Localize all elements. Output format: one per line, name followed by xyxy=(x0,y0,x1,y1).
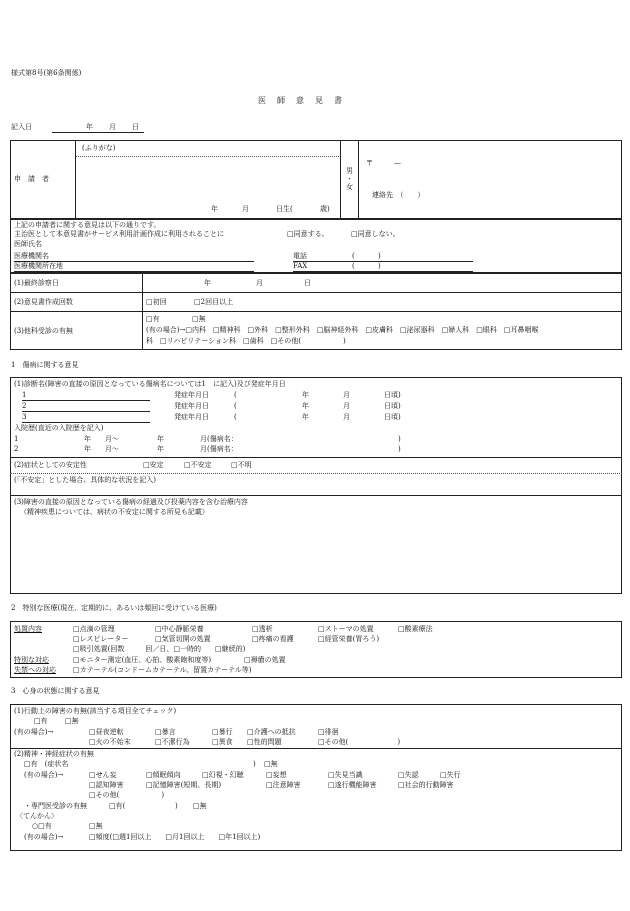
memory-checkbox[interactable]: □記憶障害(短期、長期) xyxy=(146,781,222,789)
hosp-num-2: 2 xyxy=(14,445,19,453)
bedsore-checkbox[interactable]: □褥瘡の処置 xyxy=(244,656,286,664)
mental-close-paren: ) xyxy=(253,760,256,768)
opinion-line2: 主治医として本意見書がサービス利用計画作成に利用されることに xyxy=(14,230,224,238)
incontinence-label: 失禁への対応 xyxy=(14,666,56,674)
sexual-checkbox[interactable]: □性的問題 xyxy=(247,738,282,746)
diag-num-2: 2 xyxy=(22,402,27,410)
hosp-to-month-1: 月(傷病名： xyxy=(200,435,238,443)
unclean-checkbox[interactable]: □不潔行為 xyxy=(155,738,190,746)
pica-checkbox[interactable]: □異食 xyxy=(212,738,233,746)
unstable-checkbox[interactable]: □不安定 xyxy=(184,461,212,469)
fax-paren-close: ) xyxy=(378,262,381,270)
first-checkbox[interactable]: □初回 xyxy=(146,298,167,306)
birth-day: 日生( xyxy=(276,205,293,213)
onset-month-1: 月 xyxy=(343,391,350,399)
specialist-label: ・専門医受診の有無 xyxy=(24,802,87,810)
abusive-checkbox[interactable]: □暴言 xyxy=(155,728,176,736)
dept-list-1: (有の場合)→□内科 □精神科 □外科 □整形外科 □脳神経外科 □皮膚科 □泌尿器科 □婦人科 □眼科 □耳鼻咽喉 xyxy=(146,326,539,334)
catheter-checkbox[interactable]: □カテーテル(コンドームカテーテル、留置カテーテル等) xyxy=(73,666,252,674)
agnosia-checkbox[interactable]: □失認 xyxy=(398,771,419,779)
last-exam-day: 日 xyxy=(304,279,311,287)
phone-paren-close: ) xyxy=(378,252,381,260)
delusion-checkbox[interactable]: □妄想 xyxy=(266,771,287,779)
hosp-to-month-2: 月(傷病名： xyxy=(200,445,238,453)
violence-checkbox[interactable]: □暴行 xyxy=(212,728,233,736)
behavior-label: (1)行動上の障害の有無(該当する項目全てチェック) xyxy=(14,707,177,715)
age-label: 歳) xyxy=(320,205,330,213)
hosp-to-year-2: 年 xyxy=(157,445,164,453)
specialist-close-paren: ) xyxy=(175,802,178,810)
dept-yes-checkbox[interactable]: □有 xyxy=(146,315,160,323)
onset-day-3: 日頃) xyxy=(384,413,401,421)
hosp-to-year-1: 年 xyxy=(157,435,164,443)
cognitive-checkbox[interactable]: □認知障害 xyxy=(89,781,124,789)
contact-label: 連絡先 （ ） xyxy=(372,191,425,199)
day-night-checkbox[interactable]: □昼夜逆転 xyxy=(89,728,124,736)
epilepsy-if-yes: (有の場合)→ xyxy=(24,833,64,841)
onset-label-1: 発症年月日 xyxy=(174,391,209,399)
pain-care-checkbox[interactable]: □疼痛の看護 xyxy=(252,635,294,643)
phone-label: 電話 xyxy=(293,252,307,260)
phone-paren-open: ( xyxy=(352,252,355,260)
disorientation-checkbox[interactable]: □失見当識 xyxy=(328,771,363,779)
onset-year-2: 年 xyxy=(302,402,309,410)
delirium-checkbox[interactable]: □せん妄 xyxy=(89,771,117,779)
section1-box xyxy=(10,377,622,594)
onset-year-3: 年 xyxy=(302,413,309,421)
fax-paren-open: ( xyxy=(352,262,355,270)
monitor-checkbox[interactable]: □モニター測定(血圧、心拍、酸素飽和度等) xyxy=(73,656,212,664)
page-title: 医師意見書 xyxy=(258,96,353,105)
treatment-label: 処置内容 xyxy=(14,625,42,633)
applicant-label: 申 請 者 xyxy=(14,175,49,183)
onset-year-1: 年 xyxy=(302,391,309,399)
entry-date-label: 記入日 xyxy=(11,123,32,131)
entry-year: 年 xyxy=(86,123,93,131)
mental-no-checkbox[interactable]: □無 xyxy=(264,760,278,768)
course-note: （精神疾患については、病状の不安定に関する所見も記載） xyxy=(20,508,209,516)
hosp-close-2: ) xyxy=(398,445,401,453)
onset-paren-2: ( xyxy=(234,402,237,410)
apraxia-checkbox[interactable]: □失行 xyxy=(440,771,461,779)
suction-checkbox[interactable]: □吸引処置(回数 回／日、□一時的 □継続的) xyxy=(73,645,246,653)
institution-label: 医療機関名 xyxy=(14,252,49,260)
epilepsy-frequency[interactable]: □頻度(□週1回以上 □月1回以上 □年1回以上) xyxy=(89,833,261,841)
behavior-other-checkbox[interactable]: □その他( ) xyxy=(318,738,401,746)
mental-yes-checkbox[interactable]: □有 (症状名 xyxy=(24,760,69,768)
attention-checkbox[interactable]: □注意障害 xyxy=(266,781,301,789)
entry-date-underline xyxy=(52,132,144,133)
mental-other-checkbox[interactable]: □その他( ) xyxy=(89,791,165,799)
sex-female: 女 xyxy=(346,183,353,191)
dept-list-2: 科 □リハビリテーション科 □歯科 □その他( ) xyxy=(146,337,346,345)
mental-if-yes: (有の場合)→ xyxy=(24,771,64,779)
specialist-yes-checkbox[interactable]: □有( xyxy=(109,802,126,810)
postal-code: 〒 — xyxy=(366,159,401,167)
drowsy-checkbox[interactable]: □傾眠傾向 xyxy=(146,771,181,779)
dialysis-checkbox[interactable]: □透析 xyxy=(252,625,273,633)
wandering-checkbox[interactable]: □徘徊 xyxy=(318,728,339,736)
onset-label-3: 発症年月日 xyxy=(174,413,209,421)
last-exam-label: (1)最終診察日 xyxy=(14,279,59,287)
count-label: (2)意見書作成回数 xyxy=(14,298,73,306)
hosp-num-1: 1 xyxy=(14,435,19,443)
onset-paren-1: ( xyxy=(234,391,237,399)
entry-day: 日 xyxy=(132,123,139,131)
sex-male: 男 xyxy=(346,167,353,175)
fax-label: FAX xyxy=(293,262,308,270)
tracheotomy-checkbox[interactable]: □気管切開の処置 xyxy=(155,635,211,643)
special-care-label: 特別な対応 xyxy=(14,656,49,664)
central-venous-checkbox[interactable]: □中心静脈栄養 xyxy=(155,625,204,633)
unstable-note: (「不安定」とした場合、具体的な状況を記入) xyxy=(14,476,156,484)
behavior-if-yes: (有の場合)→ xyxy=(14,728,54,736)
stable-checkbox[interactable]: □安定 xyxy=(143,461,164,469)
resistance-checkbox[interactable]: □介護への抵抗 xyxy=(247,728,296,736)
hallucination-checkbox[interactable]: □幻視・幻聴 xyxy=(202,771,244,779)
onset-month-2: 月 xyxy=(343,402,350,410)
sex-dot: ・ xyxy=(346,175,353,183)
drip-checkbox[interactable]: □点滴の管理 xyxy=(73,625,115,633)
stability-label: (2)症状としての安定性 xyxy=(14,461,87,469)
onset-day-1: 日頃) xyxy=(384,391,401,399)
hosp-from-1: 年 月～ xyxy=(84,435,119,443)
address-label: 医療機関所在地 xyxy=(14,262,63,270)
hosp-close-1: ) xyxy=(398,435,401,443)
diagnosis-label: (1)診断名(障害の直接の原因となっている傷病名については1 に記入)及び発症年月日 xyxy=(14,380,286,388)
hospitalization-label: 入院歴(直近の入院歴を記入) xyxy=(14,424,104,432)
onset-paren-3: ( xyxy=(234,413,237,421)
opinion-line1: 上記の申請者に関する意見は以下の通りです。 xyxy=(14,221,161,229)
furigana-label: (ふりがな) xyxy=(82,144,116,152)
entry-month: 月 xyxy=(109,123,116,131)
fire-checkbox[interactable]: □火の不始末 xyxy=(89,738,131,746)
behavior-no-checkbox[interactable]: □無 xyxy=(65,717,79,725)
second-checkbox[interactable]: □2回目以上 xyxy=(194,298,234,306)
behavior-yes-checkbox[interactable]: □有 xyxy=(34,717,48,725)
oxygen-checkbox[interactable]: □酸素療法 xyxy=(398,625,433,633)
specialist-no-checkbox[interactable]: □無 xyxy=(193,802,207,810)
birth-month: 月 xyxy=(242,205,249,213)
mental-label: (2)精神・神経症状の有無 xyxy=(14,750,94,758)
hosp-from-2: 年 月～ xyxy=(84,445,119,453)
doctor-name-label: 医師氏名 xyxy=(14,240,42,248)
onset-label-2: 発症年月日 xyxy=(174,402,209,410)
onset-day-2: 日頃) xyxy=(384,402,401,410)
tube-feeding-checkbox[interactable]: □経管栄養(胃ろう) xyxy=(318,635,380,643)
form-number: 様式第8号(第6条関係) xyxy=(11,69,82,77)
section1-title: 1 傷病に関する意見 xyxy=(11,361,79,369)
onset-month-3: 月 xyxy=(343,413,350,421)
diag-num-1: 1 xyxy=(22,391,27,399)
course-label: (3)障害の直接の原因となっている傷病の経過及び投薬内容を含む治療内容 xyxy=(14,498,248,506)
diag-num-3: 3 xyxy=(22,413,27,421)
social-behavior-checkbox[interactable]: □社会的行動障害 xyxy=(398,781,454,789)
epilepsy-no-checkbox[interactable]: □無 xyxy=(89,822,103,830)
respirator-checkbox[interactable]: □レスピレーター xyxy=(73,635,129,643)
executive-checkbox[interactable]: □遂行機能障害 xyxy=(328,781,377,789)
section3-title: 3 心身の状態に関する意見 xyxy=(11,687,100,695)
last-exam-month: 月 xyxy=(256,279,263,287)
epilepsy-label: 〈てんかん〉 xyxy=(16,812,58,820)
stoma-checkbox[interactable]: □ストーマの処置 xyxy=(318,625,374,633)
section2-title: 2 特別な医療(現在、定期的に、あるいは頻回に受けている医療) xyxy=(11,604,217,612)
birth-year: 年 xyxy=(211,205,218,213)
last-exam-year: 年 xyxy=(204,279,211,287)
disagree-checkbox[interactable]: □同意しない。 xyxy=(351,230,400,238)
unknown-checkbox[interactable]: □不明 xyxy=(231,461,252,469)
other-dept-label: (3)他科受診の有無 xyxy=(14,327,73,335)
epilepsy-yes-checkbox[interactable]: ○□有 xyxy=(32,822,52,830)
dept-no-checkbox[interactable]: □無 xyxy=(192,315,206,323)
agree-checkbox[interactable]: □同意する。 xyxy=(287,230,329,238)
